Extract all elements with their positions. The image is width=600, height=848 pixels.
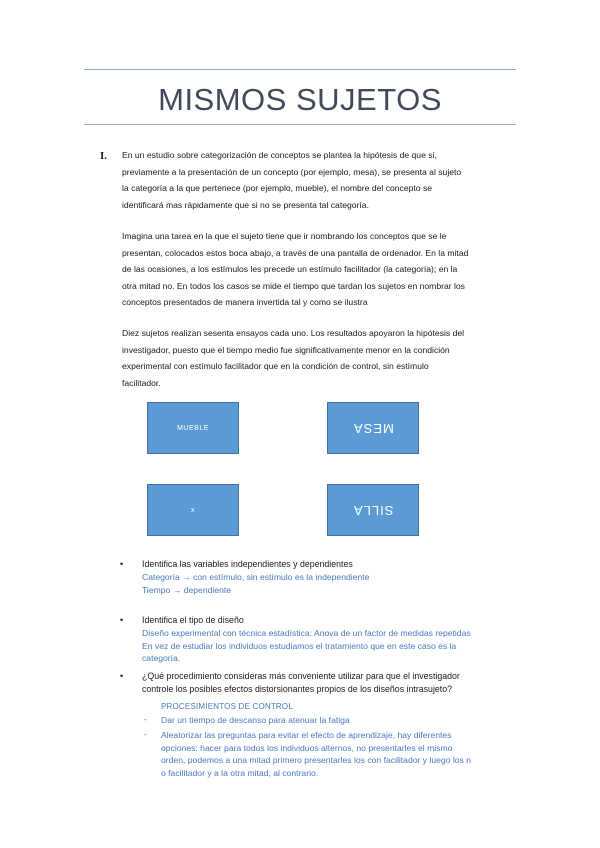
answer-line: Categoría → con estímulo, sin estímulo es la independiente — [142, 572, 370, 582]
procedure-line: o facilitador y a la otra mitad, al contrario. — [161, 767, 319, 778]
bullet-icon: • — [120, 615, 124, 625]
stimulus-card-blank — [147, 484, 239, 536]
answer-design — [142, 627, 471, 665]
stimulus-card-mesa-inverted — [327, 402, 419, 454]
procedure-line: orden, podemos a una mitad primero presentarles los con facilitador y luego los n — [161, 755, 472, 766]
question-text: Identifica el tipo de diseño — [142, 615, 244, 625]
stimulus-label-inverted: SILLA — [352, 502, 394, 518]
text-line: facilitador. — [122, 377, 161, 388]
question-design — [142, 614, 244, 627]
bullet-icon: • — [120, 671, 124, 681]
text-line: la categoría a la que pertenece (por ejemplo, mueble), el nombre del concepto se — [122, 183, 433, 194]
text-line: investigador, puesto que el tiempo medio fue significativamente menor en la condición — [122, 344, 450, 355]
stimulus-label: x — [191, 506, 195, 514]
answer-line: Tiempo → dependiente — [142, 584, 232, 595]
procedures-title: PROCESIMIENTOS DE CONTROL — [161, 702, 293, 711]
text-line: identificará mas rápidamente que si no se presenta tal categoría. — [122, 199, 369, 210]
procedure-line: Aleatorizar las preguntas para evitar el efecto de aprendizaje, hay diferentes — [161, 730, 452, 740]
text-line: previamente a la presentación de un concepto (por ejemplo, mesa), se presenta al sujeto — [122, 166, 462, 177]
dash-marker: - — [144, 729, 147, 739]
paragraph-hypothesis — [122, 147, 518, 213]
title-underline — [84, 124, 516, 125]
answer-variables — [142, 571, 369, 596]
stimulus-label-inverted: MESA — [352, 420, 394, 436]
page-title: MISMOS SUJETOS — [158, 82, 442, 117]
procedure-line: Dar un tiempo de descanso para atenuar la fatiga — [161, 715, 350, 725]
paragraph-task — [122, 228, 518, 311]
text-line: presentan, colocados estos boca abajo, a través de una pantalla de ordenador. En la mitad — [122, 247, 469, 258]
procedure-item-randomize — [161, 729, 471, 779]
text-line: de las ocasiones, a los estímulos les precede un estímulo facilitador (la categoría); en la — [122, 264, 458, 275]
section-numeral: I. — [100, 150, 108, 162]
text-line: En un estudio sobre categorización de conceptos se plantea la hipótesis de que si, — [122, 150, 437, 160]
answer-line: En vez de estudiar los individuos estudiamos el tratamiento que en este caso es la — [142, 640, 457, 651]
text-line: Imagina una tarea en la que el sujeto tiene que ir nombrando los conceptos que se le — [122, 231, 447, 241]
stimulus-label: MUEBLE — [177, 424, 209, 432]
question-variables — [142, 558, 353, 571]
question-text: controle los posibles efectos distorsionantes propios de los diseños intrasujeto? — [142, 684, 453, 694]
question-text: ¿Qué procedimiento consideras más conveniente utilizar para que el investigador — [142, 671, 460, 681]
question-text: Identifica las variables independientes y dependientes — [142, 559, 353, 569]
answer-line: Diseño experimental con técnica estadística: Anova de un factor de medidas repetidas — [142, 628, 471, 638]
dash-marker: - — [144, 714, 147, 724]
bullet-icon: • — [120, 559, 124, 569]
text-line: experimental con estímulo facilitador que en la condición de control, sin estímulo — [122, 361, 429, 372]
top-rule — [84, 69, 516, 70]
answer-line: categoría. — [142, 653, 181, 664]
text-line: otra mitad no. En todos los casos se mide el tiempo que tardan los sujetos en nombrar los — [122, 280, 465, 291]
question-procedure — [142, 670, 460, 696]
stimulus-card-mueble — [147, 402, 239, 454]
text-line: conceptos presentados de manera invertida tal y como se ilustra — [122, 297, 368, 308]
text-line: Diez sujetos realizan sesenta ensayos cada uno. Los resultados apoyaron la hipótesis del — [122, 328, 465, 338]
paragraph-results — [122, 325, 518, 391]
procedure-item-rest — [161, 714, 350, 727]
stimulus-card-silla-inverted — [327, 484, 419, 536]
procedure-line: opciones: hacer para todos los individuos alternos, no presentarles el mismo — [161, 742, 453, 753]
